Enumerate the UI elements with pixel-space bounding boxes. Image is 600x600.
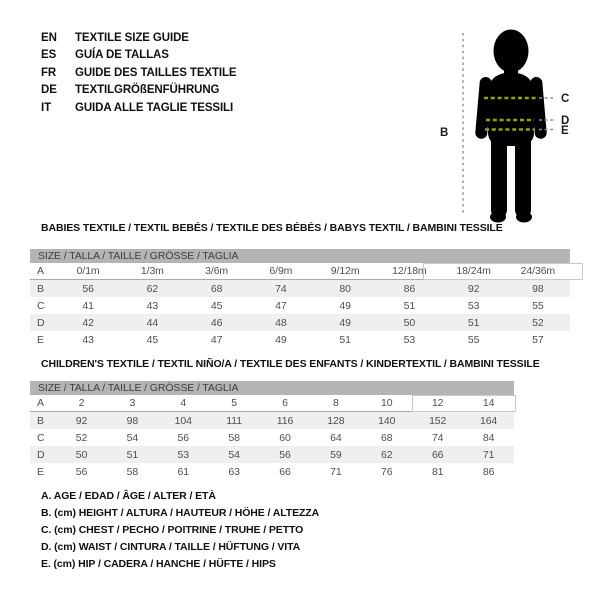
language-title-list xyxy=(41,29,237,117)
table-cell: 52 xyxy=(75,431,88,444)
lang-label: GUIDE DES TAILLES TEXTILE xyxy=(75,66,237,79)
row-label: A xyxy=(37,265,44,277)
label-d: D xyxy=(561,115,570,127)
table-cell: 9/12m xyxy=(330,265,360,277)
table-cell: 56 xyxy=(75,465,88,478)
table-cell: 64 xyxy=(330,431,342,444)
legend-row-chest: C. (cm) CHEST / PECHO / POITRINE / TRUHE / PETTO xyxy=(41,523,304,536)
lang-code: FR xyxy=(41,66,57,79)
table-cell: 49 xyxy=(339,316,351,329)
row-label: C xyxy=(37,299,45,312)
label-c: C xyxy=(561,93,570,105)
table-cell: 62 xyxy=(146,282,159,295)
table-cell: 3 xyxy=(129,397,136,409)
lang-code: ES xyxy=(41,49,57,62)
table-cell: 18/24m xyxy=(456,265,491,277)
table-cell: 74 xyxy=(275,282,287,295)
lang-code: DE xyxy=(41,84,57,97)
table-cell: 66 xyxy=(279,465,291,478)
children-table-title: CHILDREN'S TEXTILE / TEXTIL NIÑO/A / TEXTILE DES ENFANTS / KINDERTEXTIL / BAMBINI TESSILE xyxy=(41,358,540,370)
table-cell: 2 xyxy=(78,397,85,409)
table-cell: 66 xyxy=(431,448,444,461)
table-cell: 43 xyxy=(146,299,159,312)
row-label: D xyxy=(37,448,45,461)
table-cell: 81 xyxy=(431,465,444,478)
table-row-A xyxy=(30,263,570,280)
row-label: B xyxy=(37,282,44,295)
table-cell: 46 xyxy=(210,316,223,329)
table-cell: 71 xyxy=(330,465,342,478)
measurement-legend xyxy=(41,487,319,572)
legend-row-height: B. (cm) HEIGHT / ALTURA / HAUTEUR / HÖHE / ALTEZZA xyxy=(41,506,320,519)
legend-row-age: A. AGE / EDAD / ÂGE / ALTER / ETÀ xyxy=(41,489,216,502)
row-label: C xyxy=(37,431,45,444)
table-cell: 51 xyxy=(403,299,416,312)
table-cell: 76 xyxy=(381,465,393,478)
table-row-C xyxy=(30,297,570,314)
table-cell: 86 xyxy=(482,465,495,478)
table-cell: 74 xyxy=(431,431,444,444)
table-cell: 49 xyxy=(339,299,351,312)
table-cell: 51 xyxy=(467,316,480,329)
table-cell: 56 xyxy=(279,448,291,461)
table-row-A xyxy=(30,395,514,412)
table-cell: 128 xyxy=(327,414,345,427)
table-cell: 104 xyxy=(174,414,192,427)
table-row-E xyxy=(30,463,514,480)
table-cell: 152 xyxy=(429,414,447,427)
lang-label: TEXTILGRÖßENFÜHRUNG xyxy=(75,84,220,97)
row-label: E xyxy=(37,333,44,346)
child-silhouette-icon xyxy=(475,30,547,223)
table-cell: 0/1m xyxy=(76,265,100,277)
table-cell: 47 xyxy=(210,333,223,346)
table-cell: 56 xyxy=(82,282,94,295)
table-cell: 12 xyxy=(431,397,444,409)
table-cell: 71 xyxy=(482,448,495,461)
table-cell: 55 xyxy=(467,333,480,346)
row-label: A xyxy=(37,397,44,409)
table-cell: 4 xyxy=(180,397,187,409)
lang-row-es xyxy=(41,47,237,65)
table-cell: 3/6m xyxy=(205,265,229,277)
table-cell: 68 xyxy=(210,282,223,295)
table-row-D xyxy=(30,314,570,331)
table-cell: 58 xyxy=(126,465,139,478)
table-cell: 55 xyxy=(532,299,544,312)
child-measurement-diagram xyxy=(428,14,600,226)
table-cell: 48 xyxy=(275,316,287,329)
lang-row-it xyxy=(41,99,237,117)
table-cell: 45 xyxy=(210,299,223,312)
table-row-C xyxy=(30,429,514,446)
table-cell: 42 xyxy=(82,316,94,329)
table-cell: 51 xyxy=(126,448,139,461)
table-row-E xyxy=(30,331,570,348)
table-row-D xyxy=(30,446,514,463)
lang-label: TEXTILE SIZE GUIDE xyxy=(75,31,189,44)
table-cell: 56 xyxy=(177,431,189,444)
table-cell: 59 xyxy=(330,448,342,461)
table-cell: 98 xyxy=(532,282,544,295)
height-line-b xyxy=(440,33,463,215)
table-cell: 63 xyxy=(228,465,240,478)
table-cell: 50 xyxy=(75,448,88,461)
table-cell: 47 xyxy=(275,299,287,312)
table-cell: 92 xyxy=(75,414,88,427)
table-cell: 60 xyxy=(279,431,291,444)
table-cell: 68 xyxy=(381,431,393,444)
table-cell: 116 xyxy=(276,414,294,427)
table-cell: 53 xyxy=(177,448,189,461)
table-cell: 54 xyxy=(126,431,139,444)
lang-label: GUIDA ALLE TAGLIE TESSILI xyxy=(75,101,234,114)
table-cell: 12/18m xyxy=(392,265,427,277)
table-cell: 45 xyxy=(146,333,159,346)
table-cell: 53 xyxy=(467,299,480,312)
table-cell: 1/3m xyxy=(140,265,164,277)
table-cell: 58 xyxy=(228,431,240,444)
table-cell: 43 xyxy=(82,333,94,346)
table-cell: 24/36m xyxy=(520,265,556,277)
row-label: D xyxy=(37,316,45,329)
lang-row-de xyxy=(41,82,237,100)
children-size-table xyxy=(30,381,514,480)
children-table-body xyxy=(30,395,514,480)
lang-row-en xyxy=(41,29,237,47)
lang-label: GUÍA DE TALLAS xyxy=(75,49,169,62)
table-cell: 6/9m xyxy=(269,265,293,277)
babies-table-body xyxy=(30,263,570,348)
table-cell: 140 xyxy=(378,414,396,427)
babies-table-header: SIZE / TALLA / TAILLE / GRÖSSE / TAGLIA xyxy=(30,249,570,263)
table-cell: 10 xyxy=(381,397,393,409)
table-cell: 50 xyxy=(403,316,416,329)
table-cell: 57 xyxy=(532,333,544,346)
table-row-B xyxy=(30,280,570,297)
legend-row-hip: E. (cm) HIP / CADERA / HANCHE / HÜFTE / HIPS xyxy=(41,557,276,570)
table-cell: 41 xyxy=(82,299,94,312)
table-cell: 6 xyxy=(282,397,288,409)
babies-size-table xyxy=(30,249,570,348)
table-cell: 44 xyxy=(146,316,159,329)
table-cell: 98 xyxy=(126,414,139,427)
table-cell: 5 xyxy=(231,397,237,409)
label-b: B xyxy=(440,127,449,139)
table-cell: 84 xyxy=(482,431,495,444)
label-e: E xyxy=(561,125,569,137)
table-row-B xyxy=(30,412,514,429)
table-cell: 52 xyxy=(532,316,544,329)
table-cell: 14 xyxy=(482,397,495,409)
table-cell: 8 xyxy=(333,397,339,409)
lang-row-fr xyxy=(41,64,237,82)
lang-code: EN xyxy=(41,31,57,44)
table-cell: 111 xyxy=(226,414,242,427)
babies-table-title: BABIES TEXTILE / TEXTIL BEBÉS / TEXTILE DES BÉBÉS / BABYS TEXTIL / BAMBINI TESSILE xyxy=(41,222,503,234)
legend-row-waist: D. (cm) WAIST / CINTURA / TAILLE / HÜFTUNG / VITA xyxy=(41,540,301,553)
table-cell: 80 xyxy=(339,282,351,295)
table-cell: 51 xyxy=(339,333,351,346)
table-cell: 54 xyxy=(228,448,240,461)
table-cell: 53 xyxy=(403,333,416,346)
table-cell: 62 xyxy=(381,448,393,461)
table-cell: 61 xyxy=(177,465,189,478)
children-table-header: SIZE / TALLA / TAILLE / GRÖSSE / TAGLIA xyxy=(30,381,514,395)
table-cell: 86 xyxy=(403,282,416,295)
table-cell: 164 xyxy=(479,414,498,427)
table-cell: 49 xyxy=(275,333,287,346)
row-label: E xyxy=(37,465,44,478)
row-label: B xyxy=(37,414,44,427)
table-cell: 92 xyxy=(467,282,480,295)
lang-code: IT xyxy=(41,101,52,114)
